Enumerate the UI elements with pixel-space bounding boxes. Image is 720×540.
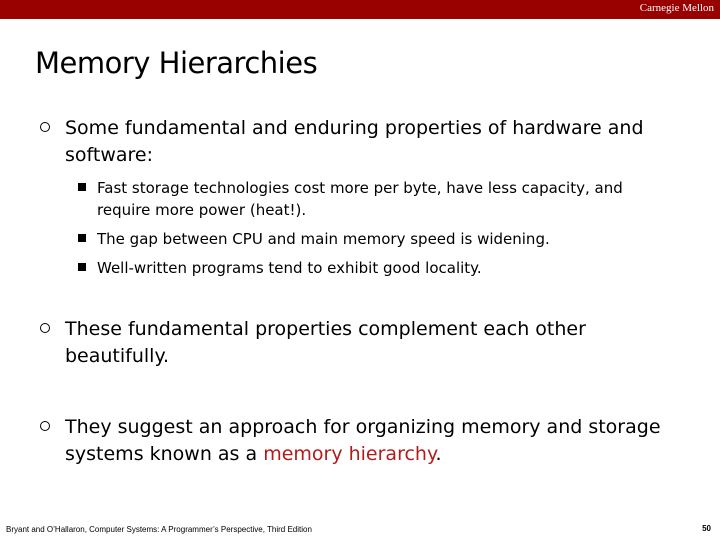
bullet-3 (65, 414, 685, 468)
footer-citation: Bryant and O’Hallaron, Computer Systems: A Programmer’s Perspective, Third Edition (6, 525, 312, 534)
bullet-3-text-post: . (435, 443, 442, 465)
sub-bullet-1 (97, 177, 657, 221)
bullet-circle-icon (40, 122, 50, 132)
bullet-square-icon (78, 183, 86, 191)
sub-bullet-2-text: The gap between CPU and main memory speed is widening. (97, 230, 550, 248)
sub-bullet-3 (97, 257, 657, 279)
bullet-square-icon (78, 263, 86, 271)
header-bar (0, 0, 720, 19)
bullet-circle-icon (40, 323, 50, 333)
sub-bullet-1-text: Fast storage technologies cost more per byte, have less capacity, and require more power (heat!). (97, 179, 623, 219)
memory-hierarchy-highlight: memory hierarchy (263, 443, 436, 465)
bullet-circle-icon (40, 421, 50, 431)
bullet-1-text: Some fundamental and enduring properties of hardware and software: (65, 117, 644, 166)
org-name: Carnegie Mellon (639, 2, 714, 14)
bullet-2 (65, 316, 685, 370)
sub-bullet-2 (97, 228, 657, 250)
slide-title: Memory Hierarchies (35, 46, 318, 80)
page-number: 50 (702, 524, 711, 533)
bullet-3-text-pre: They suggest an approach for organizing memory and storage systems known as a (65, 416, 661, 465)
bullet-1 (65, 115, 685, 169)
bullet-square-icon (78, 234, 86, 242)
bullet-2-text: These fundamental properties complement each other beautifully. (65, 318, 586, 367)
sub-bullet-3-text: Well-written programs tend to exhibit good locality. (97, 259, 482, 277)
